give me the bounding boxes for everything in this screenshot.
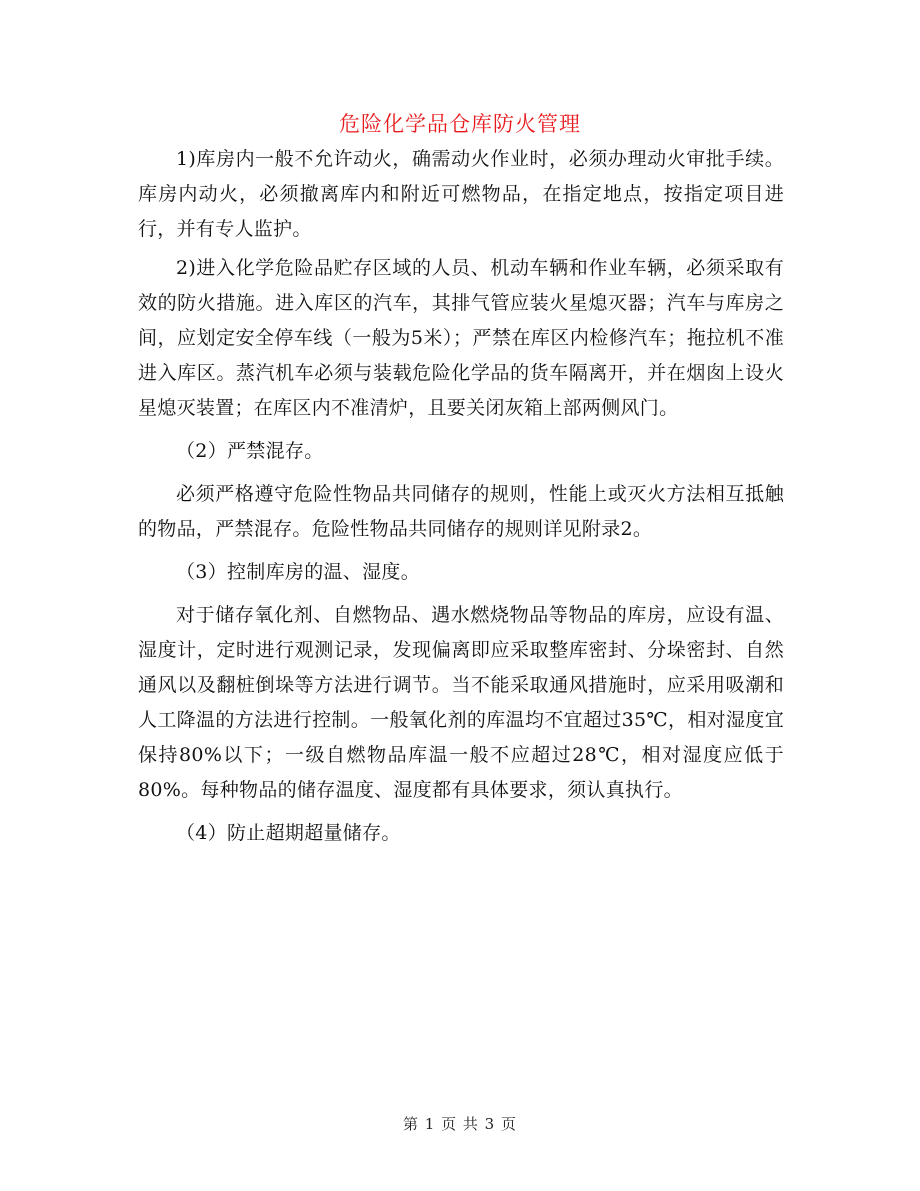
heading-overstock: （4）防止超期超量储存。 [176, 822, 401, 844]
heading-no-mixed-storage: （2）严禁混存。 [176, 440, 324, 462]
paragraph-mixed-storage: 必须严格遵守危险性物品共同储存的规则，性能上或灭火方法相互抵触的物品，严禁混存。危险性物品共同储存的规则详见附录2。 [138, 483, 784, 540]
heading-temperature-humidity: （3）控制库房的温、湿度。 [176, 561, 420, 583]
paragraph-temperature-humidity: 对于储存氧化剂、自燃物品、遇水燃烧物品等物品的库房，应设有温、湿度计，定时进行观测记录，发现偏离即应采取整库密封、分垛密封、自然通风以及翻桩倒垛等方法进行调节。当不能采取通风措施时，应采用吸潮和人工降温的方法进行控制。一般氧化剂的库温均不宜超过35℃，相对湿度宜保持80%以下；一级自燃物品库温一般不应超过28℃，相对湿度应低于80%。每种物品的储存温度、湿度都有具体要求，须认真执行。 [138, 604, 784, 801]
paragraph-vehicles: 2)进入化学危险品贮存区域的人员、机动车辆和作业车辆，必须采取有效的防火措施。进入库区的汽车，其排气管应装火星熄灭器；汽车与库房之间，应划定安全停车线（一般为5米）；严禁在库区内检修汽车；拖拉机不准进入库区。蒸汽机车必须与装载危险化学品的货车隔离开，并在烟囱上设火星熄灭装置；在库区内不准清炉，且要关闭灰箱上部两侧风门。 [138, 257, 784, 419]
page-number-footer: 第 1 页 共 3 页 [403, 1115, 517, 1133]
document-body [138, 142, 784, 851]
paragraph-hot-work: 1)库房内一般不允许动火，确需动火作业时，必须办理动火审批手续。库房内动火，必须撤离库内和附近可燃物品，在指定地点，按指定项目进行，并有专人监护。 [138, 148, 784, 240]
document-title: 危险化学品仓库防火管理 [339, 112, 581, 136]
